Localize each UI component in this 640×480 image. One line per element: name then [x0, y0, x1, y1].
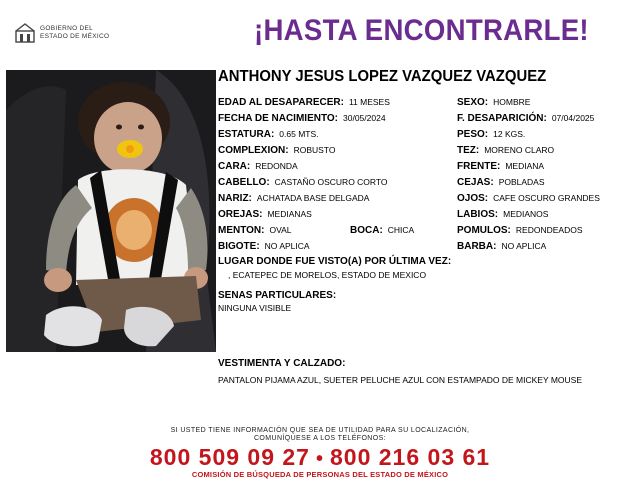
commission-name: COMISIÓN DE BÚSQUEDA DE PERSONAS DEL ESTADO DE MÉXICO: [191, 470, 449, 479]
field-value: CAFE OSCURO GRANDES: [493, 193, 600, 203]
field-forehead: [457, 161, 544, 172]
field-lips: [457, 209, 548, 220]
field-beard: [457, 241, 546, 252]
field-label: EDAD AL DESAPARECER:: [218, 97, 344, 108]
field-label: TEZ:: [457, 145, 480, 156]
clothing-value: PANTALON PIJAMA AZUL, SUETER PELUCHE AZUL CON ESTAMPADO DE MICKEY MOUSE: [218, 375, 583, 385]
government-name: [40, 25, 109, 41]
field-hair: [218, 177, 388, 188]
field-height: [218, 129, 319, 140]
field-label: OJOS:: [457, 193, 489, 204]
field-eyebrows: [457, 177, 545, 188]
clothing-label: VESTIMENTA Y CALZADO:: [218, 358, 346, 369]
field-sex: [457, 97, 530, 108]
field-value: CASTAÑO OSCURO CORTO: [274, 177, 388, 187]
field-value: 30/05/2024: [343, 113, 386, 123]
gov-line-1: GOBIERNO DEL: [40, 25, 94, 32]
field-value: MEDIANA: [505, 161, 545, 171]
field-complexion: [457, 145, 554, 156]
distinguishing-marks-value: NINGUNA VISIBLE: [218, 303, 292, 313]
field-value: REDONDA: [255, 161, 298, 171]
field-label: FECHA DE NACIMIENTO:: [218, 113, 338, 124]
field-value: OVAL: [269, 225, 292, 235]
phone-separator: •: [315, 448, 324, 470]
field-label: CABELLO:: [218, 177, 270, 188]
info-line-1: SI USTED TIENE INFORMACIÓN QUE SEA DE UTILIDAD PARA SU LOCALIZACIÓN,: [170, 427, 470, 434]
field-value: MEDIANAS: [267, 209, 312, 219]
field-chin: [218, 225, 292, 236]
field-label: CEJAS:: [457, 177, 494, 188]
field-value: 07/04/2025: [551, 113, 595, 123]
person-name: ANTHONY JESUS LOPEZ VAZQUEZ VAZQUEZ: [218, 68, 547, 85]
field-birthdate: [218, 113, 386, 124]
field-value: POBLADAS: [498, 177, 545, 187]
phone-number-2: 800 216 03 61: [330, 444, 491, 470]
field-label: F. DESAPARICIÓN:: [457, 113, 547, 124]
distinguishing-marks-label: SENAS PARTICULARES:: [218, 290, 337, 301]
field-label: POMULOS:: [457, 225, 511, 236]
missing-person-photo: [6, 70, 216, 352]
field-value: HOMBRE: [493, 97, 531, 107]
field-mustache: [218, 241, 310, 252]
field-value: ACHATADA BASE DELGADA: [256, 193, 370, 203]
field-age: [218, 97, 390, 108]
field-label: CARA:: [218, 161, 251, 172]
field-label: NARIZ:: [218, 193, 252, 204]
field-value: NO APLICA: [264, 241, 310, 251]
field-label: FRENTE:: [457, 161, 501, 172]
field-eyes: [457, 193, 600, 204]
field-value: MEDIANOS: [503, 209, 549, 219]
info-line-2: COMUNÍQUESE A LOS TELÉFONOS:: [253, 435, 387, 442]
field-label: OREJAS:: [218, 209, 263, 220]
field-ears: [218, 209, 312, 220]
last-seen-value: , ECATEPEC DE MORELOS, ESTADO DE MEXICO: [228, 270, 427, 280]
field-face: [218, 161, 298, 172]
field-label: LABIOS:: [457, 209, 499, 220]
field-label: SEXO:: [457, 97, 489, 108]
field-label: BARBA:: [457, 241, 497, 252]
field-disappearance-date: [457, 113, 594, 124]
field-value: REDONDEADOS: [515, 225, 583, 235]
field-nose: [218, 193, 369, 204]
field-label: BOCA:: [350, 225, 383, 236]
field-weight: [457, 129, 525, 140]
field-label: MENTON:: [218, 225, 265, 236]
field-mouth: [350, 225, 414, 236]
field-value: ROBUSTO: [293, 145, 336, 155]
field-value: 0.65 MTS.: [279, 129, 319, 139]
page-title: ¡HASTA ENCONTRARLE!: [254, 14, 589, 47]
field-cheekbones: [457, 225, 582, 236]
gov-line-2: ESTADO DE MÉXICO: [40, 33, 110, 40]
phone-number-1: 800 509 09 27: [149, 444, 310, 470]
field-value: CHICA: [387, 225, 415, 235]
field-value: MORENO CLARO: [484, 145, 555, 155]
field-value: 12 KGS.: [493, 129, 526, 139]
field-label: BIGOTE:: [218, 241, 260, 252]
last-seen-label: LUGAR DONDE FUE VISTO(A) POR ÚLTIMA VEZ:: [218, 256, 452, 267]
field-label: PESO:: [457, 129, 489, 140]
field-label: ESTATURA:: [218, 129, 275, 140]
field-label: COMPLEXION:: [218, 145, 289, 156]
phone-numbers: [0, 444, 640, 471]
field-build: [218, 145, 335, 156]
field-value: NO APLICA: [501, 241, 547, 251]
field-value: 11 MESES: [348, 97, 390, 107]
government-logo-icon: [14, 22, 36, 44]
